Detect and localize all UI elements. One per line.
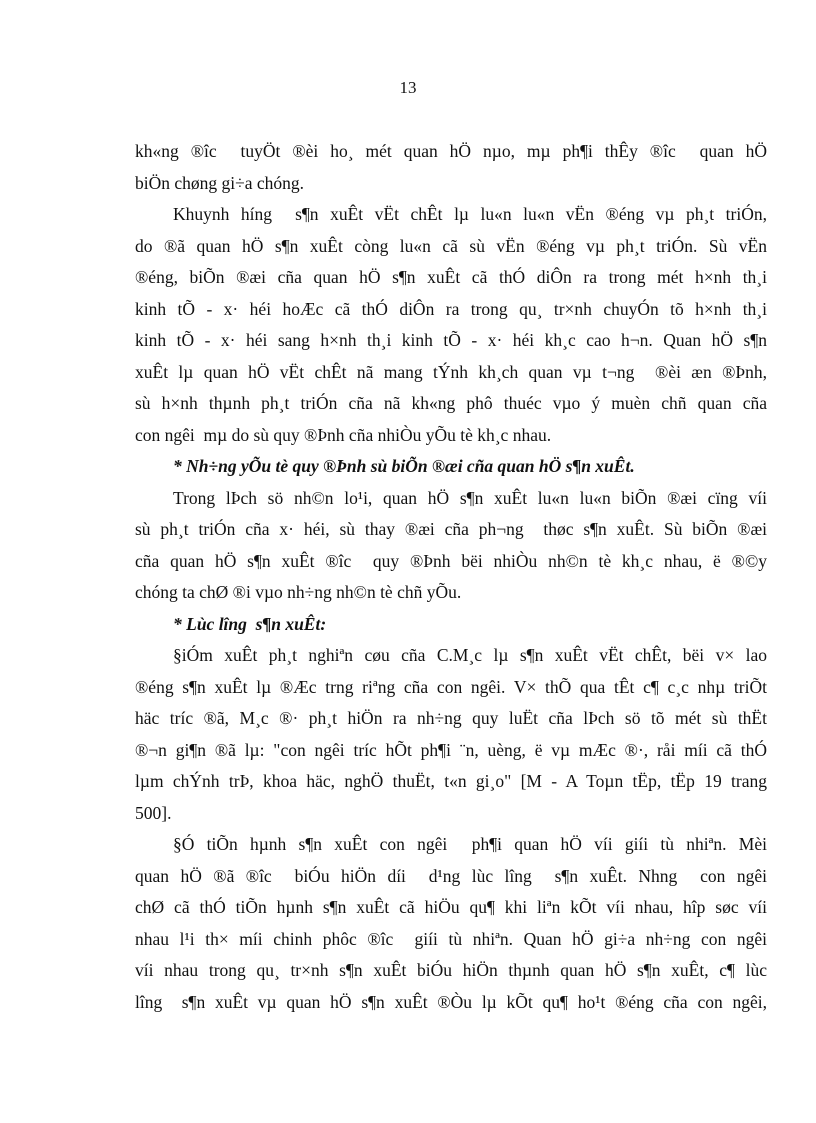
page-number: 13 [399, 78, 417, 97]
text-line: quan hÖ ®ã ®îc biÓu hiÖn díi d¹ng lùc lîng s¶n xuÊt. Nhng con ngêi [135, 865, 767, 886]
text-line: víi nhau trong qu¸ tr×nh s¶n xuÊt biÓu hiÖn thµnh quan hÖ s¶n xuÊt, c¶ lùc [135, 960, 767, 980]
text-line: kinh tÕ - x· héi hoÆc cã thÓ diÔn ra trong qu¸ tr×nh chuyÓn tõ h×nh th¸i [135, 298, 767, 319]
text-line: con ngêi mµ do sù quy ®Þnh cña nhiÒu yÕu tè kh¸c nhau. [135, 424, 552, 445]
text-line: ®¬n gi¶n ®ã lµ: "con ngêi tríc hÕt ph¶i ¨n, uèng, ë vµ mÆc ®·, råi míi cã thÓ [135, 739, 767, 760]
section-heading: * Lùc lîng s¶n xuÊt: [173, 613, 327, 634]
text-line: ®éng, biÕn ®æi cña quan hÖ s¶n xuÊt cã thÓ diÔn ra trong mét h×nh th¸i [135, 267, 767, 287]
text-line: Trong lÞch sö nh©n lo¹i, quan hÖ s¶n xuÊt lu«n lu«n biÕn ®æi cïng víi [173, 487, 767, 508]
text-line: sù ph¸t triÓn cña x· héi, sù thay ®æi cña ph¬ng thøc s¶n xuÊt. Sù biÕn ®æi [135, 519, 767, 539]
text-line: lµm chÝnh trÞ, khoa häc, nghÖ thuËt, t«n gi¸o" [M - A Toµn tËp, tËp 19 trang [135, 771, 767, 791]
text-line: §Ó tiÕn hµnh s¶n xuÊt con ngêi ph¶i quan hÖ víi giíi tù nhiªn. Mèi [173, 834, 767, 854]
text-line: cña quan hÖ s¶n xuÊt ®îc quy ®Þnh bëi nhiÒu nh©n tè kh¸c nhau, ë ®©y [135, 550, 767, 571]
text-line: chóng ta chØ ®i vµo nh÷ng nh©n tè chñ yÕu. [135, 582, 462, 602]
text-line: chØ cã thÓ tiÕn hµnh s¶n xuÊt cã hiÖu qu¶ khi liªn kÕt víi nhau, hîp søc víi [135, 897, 767, 917]
text-line: xuÊt lµ quan hÖ vËt chÊt nã mang tÝnh kh¸ch quan vµ t¬ng ®èi æn ®Þnh, [135, 361, 767, 382]
text-line: lîng s¶n xuÊt vµ quan hÖ s¶n xuÊt ®Òu lµ kÕt qu¶ ho¹t ®éng cña con ngêi, [135, 991, 767, 1012]
text-line: sù h×nh thµnh ph¸t triÓn cña nã kh«ng phô thuéc vµo ý muèn chñ quan cña [135, 393, 767, 413]
text-line: kh«ng ®îc tuyÖt ®èi ho¸ mét quan hÖ nµo, mµ ph¶i thÊy ®îc quan hÖ [135, 141, 767, 161]
text-line: do ®ã quan hÖ s¶n xuÊt còng lu«n cã sù vËn ®éng vµ ph¸t triÓn. Sù vËn [135, 235, 767, 256]
text-line: kinh tÕ - x· héi sang h×nh th¸i kinh tÕ - x· héi kh¸c cao h¬n. Quan hÖ s¶n [135, 330, 767, 350]
text-line: §iÓm xuÊt ph¸t nghiªn cøu cña C.M¸c lµ s¶n xuÊt vËt chÊt, bëi v× lao [173, 645, 767, 665]
text-line: häc tríc ®ã, M¸c ®· ph¸t hiÖn ra nh÷ng quy luËt cña lÞch sö tõ mét sù thËt [135, 708, 767, 728]
text-line: biÖn chøng gi÷a chóng. [135, 172, 305, 193]
section-heading: * Nh÷ng yÕu tè quy ®Þnh sù biÕn ®æi cña quan hÖ s¶n xuÊt. [173, 456, 635, 476]
text-line: Khuynh híng s¶n xuÊt vËt chÊt lµ lu«n lu«n vËn ®éng vµ ph¸t triÓn, [173, 204, 767, 224]
text-line: nhau l¹i th× míi chinh phôc ®îc giíi tù nhiªn. Quan hÖ gi÷a nh÷ng con ngêi [135, 928, 767, 949]
text-line: 500]. [135, 802, 172, 823]
text-line: ®éng s¶n xuÊt lµ ®Æc trng riªng cña con ngêi. V× thÕ qua tÊt c¶ c¸c nhµ triÕt [135, 676, 767, 697]
body-text [135, 136, 767, 1018]
